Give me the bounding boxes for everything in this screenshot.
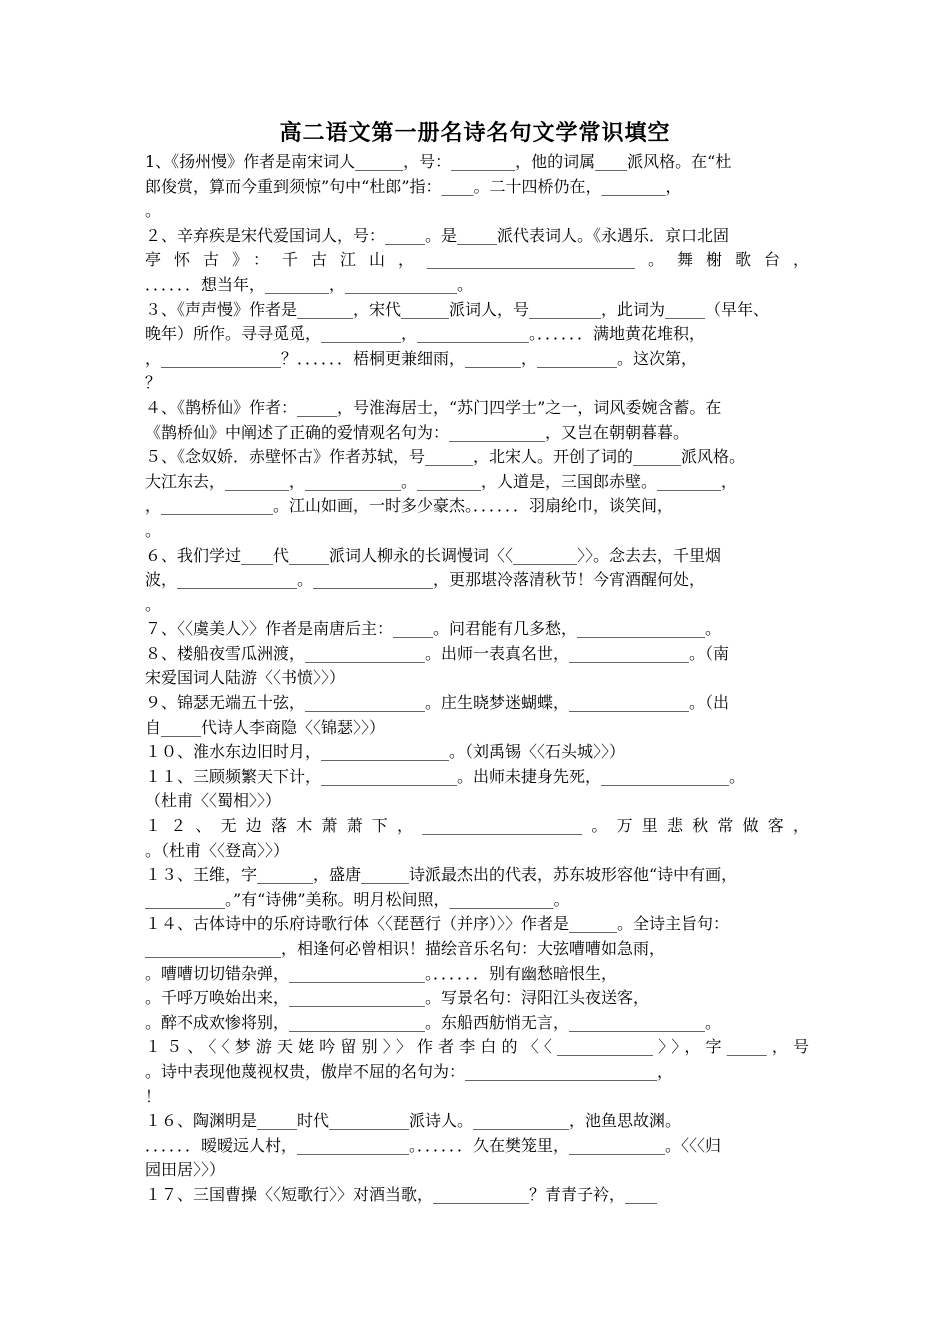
text-line: ５、《念奴娇．赤壁怀古》作者苏轼，号______，北宋人。开创了词的______派风格。 bbox=[145, 447, 746, 467]
text-line: __________。”有“诗佛”美称。明月松间照，_____________。 bbox=[145, 889, 570, 909]
text-line: １１、三顾频繁天下计，_________________。出师未捷身先死，________________。 bbox=[145, 766, 746, 786]
text-line: _________________，相逢何必曾相识！描绘音乐名句：大弦嘈嘈如急雨， bbox=[145, 939, 666, 958]
text-line: 。醉不成欢惨将别，_________________。东船西舫悄无言，_________________。 bbox=[145, 1012, 722, 1032]
text-line: １２、无边落木萧萧下，____________________。万里悲秋常做客， bbox=[145, 816, 809, 836]
text-line: １４、古体诗中的乐府诗歌行体〈〈琵琶行（并序）〉〉作者是______。全诗主旨句： bbox=[145, 914, 730, 934]
text-line: 亭怀古》：千古江山，__________________________。舞榭歌台， bbox=[145, 250, 809, 270]
text-line: ３、《声声慢》作者是_______，宋代______派词人，号_________，此词为_____（早年、 bbox=[145, 299, 770, 319]
text-line: 。千呼万唤始出来，_________________。写景名句：浔阳江头夜送客， bbox=[145, 988, 650, 1008]
text-line: ，______________。江山如画，一时多少豪杰。．．．．．．羽扇纶巾，谈笑间， bbox=[145, 496, 674, 516]
text-line: １７、三国曹操〈〈短歌行〉〉对酒当歌，____________？青青子衿，____ bbox=[145, 1184, 658, 1204]
text-line: ４、《鹊桥仙》作者：_____，号淮海居士，“苏门四学士”之一，词风委婉含蓄。在 bbox=[145, 397, 722, 417]
text-line: 自_____代诗人李商隐〈〈锦瑟〉〉） bbox=[145, 717, 386, 737]
document-body bbox=[145, 150, 809, 1208]
text-line: 园田居〉〉） bbox=[145, 1160, 226, 1180]
text-line: １０、淮水东边旧时月，________________。（刘禹锡〈〈石头城〉〉） bbox=[145, 742, 626, 762]
text-line: ．．．．．．暧暧远人村，______________。．．．．．．久在樊笼里，____________。〈〈〈归 bbox=[145, 1135, 722, 1155]
text-line: 。嘈嘈切切错杂弹，_________________。．．．．．．别有幽愁暗恨生， bbox=[145, 963, 618, 983]
text-line: ６、我们学过____代_____派词人柳永的长调慢词〈〈________〉〉。念去去，千里烟 bbox=[145, 545, 722, 565]
text-line: 。 bbox=[145, 594, 162, 614]
text-line: ！ bbox=[145, 1086, 162, 1106]
text-line: 。 bbox=[145, 201, 162, 221]
text-line: 1、《扬州慢》作者是南宋词人______，号：________，他的词属____派风格。在“杜 bbox=[145, 152, 732, 171]
text-line: 。（杜甫〈〈登高〉〉） bbox=[145, 840, 290, 860]
text-line: 波，_______________。_______________，更那堪冷落清秋节！今宵酒醒何处， bbox=[145, 570, 706, 590]
text-line: ８、楼船夜雪瓜洲渡，_______________。出师一表真名世，_______________。（南 bbox=[145, 643, 730, 663]
text-line: １５、〈〈梦游天姥吟留别〉〉作者李白的〈〈____________〉〉，字_____，号 bbox=[145, 1037, 809, 1057]
text-line: 宋爱国词人陆游〈〈书愤〉〉） bbox=[145, 668, 346, 688]
text-line: ２、辛弃疾是宋代爱国词人，号：_____。是_____派代表词人。《永遇乐．京口北固 bbox=[145, 225, 730, 245]
text-line: 晚年）所作。寻寻觅觅，__________，______________。．．．．．．满地黄花堆积， bbox=[145, 324, 706, 344]
text-line: （杜甫〈〈蜀相〉〉） bbox=[145, 791, 282, 811]
text-line: ，_______________？．．．．．．梧桐更兼细雨，_______，__________。这次第， bbox=[145, 348, 698, 368]
text-line: ７、〈〈虞美人〉〉作者是南唐后主：_____。问君能有几多愁，________________。 bbox=[145, 619, 722, 639]
text-line: 大江东去，________，____________。________，人道是，三国郎赤壁。________， bbox=[145, 471, 738, 491]
text-line: ．．．．．．想当年，________，______________。 bbox=[145, 274, 474, 294]
text-line: 《鹊桥仙》中阐述了正确的爱情观名句为：____________，又岂在朝朝暮暮。 bbox=[145, 422, 690, 442]
text-line: ９、锦瑟无端五十弦，_______________。庄生晓梦迷蝴蝶，_______________。（出 bbox=[145, 693, 730, 713]
text-line: 。 bbox=[145, 520, 162, 540]
text-line: １３、王维，字_______，盛唐______诗派最杰出的代表，苏东坡形容他“诗中有画， bbox=[145, 865, 738, 885]
text-line: ？ bbox=[145, 373, 162, 393]
text-line: 。诗中表现他蔑视权贵，傲岸不屈的名句为：________________________， bbox=[145, 1061, 674, 1081]
text-line: 郎俊赏，算而今重到须惊”句中“杜郎”指：____。二十四桥仍在，________， bbox=[145, 176, 682, 196]
page-title: 高二语文第一册名诗名句文学常识填空 bbox=[279, 120, 671, 146]
text-line: １６、陶渊明是_____时代__________派诗人。____________，池鱼思故渊。 bbox=[145, 1111, 682, 1131]
